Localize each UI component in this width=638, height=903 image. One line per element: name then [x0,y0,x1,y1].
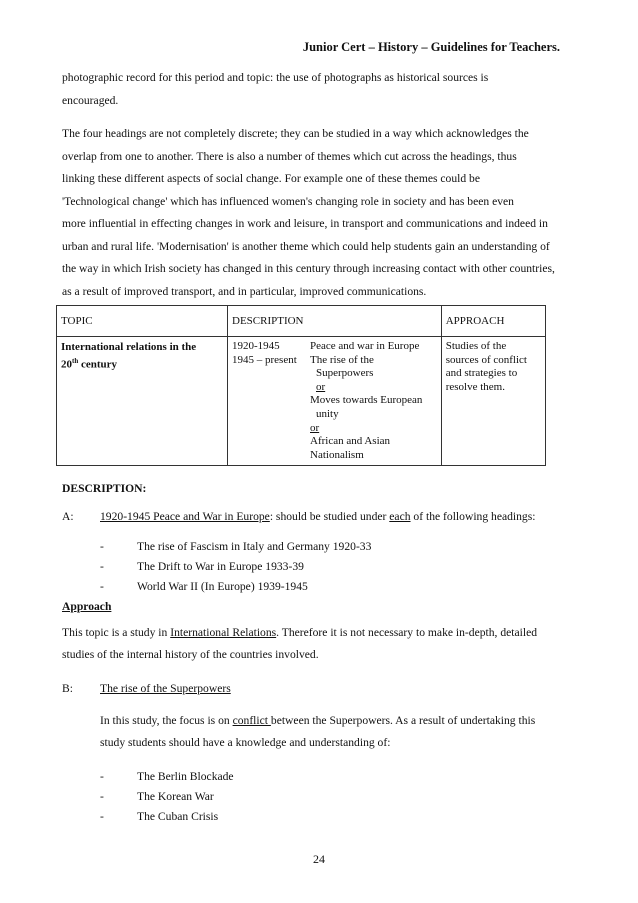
approach-paragraph-line-2: studies of the internal history of the countries involved. [62,648,319,661]
approach-heading: Approach [62,600,112,613]
section-b-title: The rise of the Superpowers [100,682,231,695]
list-dash: - [100,790,104,803]
list-item: The Berlin Blockade [137,770,234,783]
section-b-paragraph-line-2: study students should have a knowledge and understanding of: [100,736,391,749]
table-header-row [57,306,546,337]
list-dash: - [100,810,104,823]
topic-cell: International relations in the 20th century [57,337,228,466]
page-number: 24 [313,852,325,866]
list-item: The Drift to War in Europe 1933-39 [137,560,304,573]
section-a-label: A: [62,510,74,523]
list-dash: - [100,580,104,593]
section-a-line: 1920-1945 Peace and War in Europe: should be studied under each of the following headings: [100,510,536,523]
running-header: Junior Cert – History – Guidelines for Teachers. [302,40,560,54]
description-cell: 1920-1945 Peace and war in Europe 1945 – present The rise of the Superpowers or Moves towards European unity or African and Asian Nationalism [228,337,442,466]
section-b-label: B: [62,682,73,695]
list-dash: - [100,540,104,553]
list-item: The Korean War [137,790,214,803]
header-topic: TOPIC [57,306,228,337]
list-item: World War II (In Europe) 1939-1945 [137,580,308,593]
list-item: The Cuban Crisis [137,810,219,823]
header-approach: APPROACH [441,306,545,337]
header-description: DESCRIPTION [228,306,442,337]
description-heading: DESCRIPTION: [62,482,147,495]
intro-paragraph-1: photographic record for this period and topic: the use of photographs as historical sources is encouraged. [62,71,489,107]
section-b-paragraph-line-1: In this study, the focus is on conflict between the Superpowers. As a result of undertaking this [100,714,536,727]
list-dash: - [100,770,104,783]
table-row [57,337,546,466]
intro-paragraph-2: The four headings are not completely discrete; they can be studied in a way which acknowledges the overlap from one to another. There is also a number of themes which cut across the headings, thus linking these different aspects of social change. For example one of these themes could be 'Technological change' which has influenced women's changing role in society and has been even more influential in effecting changes in work and leisure, in transport and communications and indeed in urban and rural life. 'Modernisation' is another theme which could help students gain an understanding of the way in which Irish society has changed in this century through increasing contact with other countries, as a result of improved transport, and in particular, improved communications. [62,127,555,298]
list-dash: - [100,560,104,573]
approach-paragraph-line-1: This topic is a study in International Relations. Therefore it is not necessary to make in-depth, detailed [62,626,538,639]
list-item: The rise of Fascism in Italy and Germany 1920-33 [137,540,372,553]
approach-cell: Studies of the sources of conflict and strategies to resolve them. [441,337,545,466]
topic-table [56,305,546,466]
